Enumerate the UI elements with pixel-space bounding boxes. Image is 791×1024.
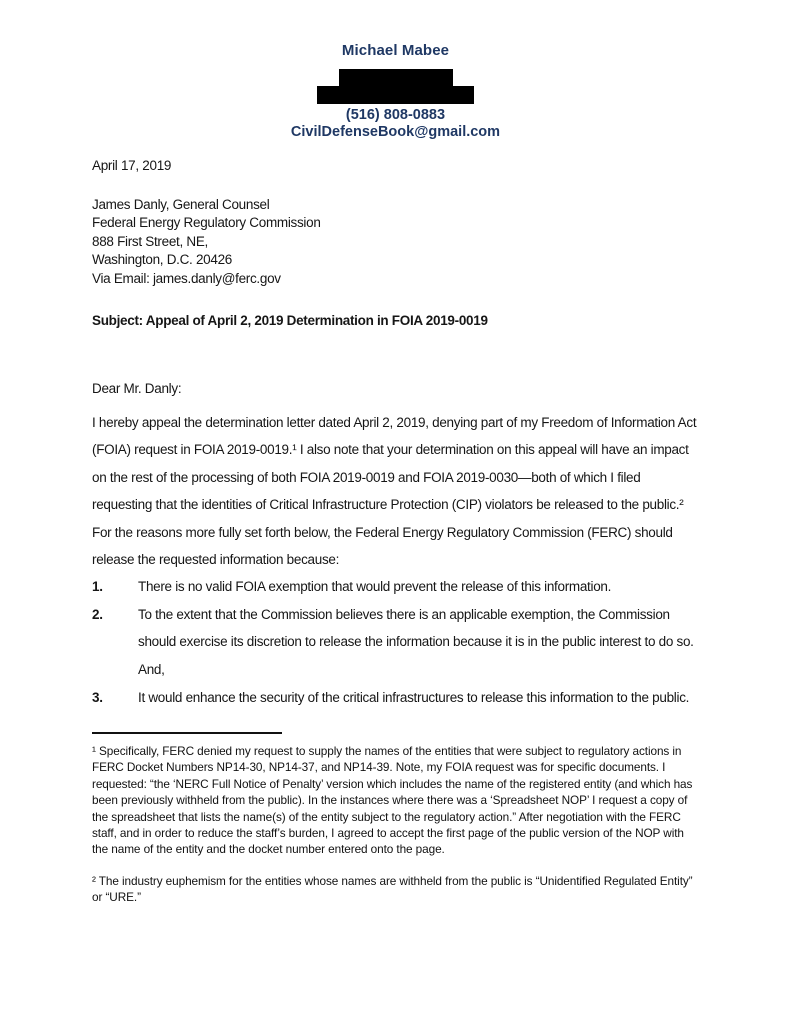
redaction-block bbox=[92, 69, 699, 104]
recipient-street: 888 First Street, NE, bbox=[92, 233, 208, 249]
redaction-bar-bottom bbox=[317, 86, 474, 104]
list-item-text: It would enhance the security of the critical infrastructures to release this information to the public. bbox=[138, 690, 690, 706]
sender-name: Michael Mabee bbox=[341, 42, 450, 59]
list-item bbox=[92, 573, 699, 600]
footnote-1: ¹ Specifically, FERC denied my request to supply the names of the entities that were subject to regulatory actions in FERC Docket Numbers NP14-30, NP14-37, and NP14-39. Note, my FOIA request was for specific documents. I requested: “the ‘NERC Full Notice of Penalty’ version which includes the name of the registered entity (and which has been previously withheld from the public). In the instances where there was a ‘Spreadsheet NOP’ I request a copy of the spreadsheet that lists the name(s) of the entity subject to the regulatory action.” After negotiation with the FERC staff, and in order to reduce the staff’s burden, I agreed to accept the first page of the public version of the NOP with the name of the entity and the docket number entered onto the page. bbox=[92, 743, 693, 857]
list-item bbox=[92, 687, 699, 710]
list-item-text: There is no valid FOIA exemption that would prevent the release of this information. bbox=[138, 579, 612, 595]
numbered-list bbox=[92, 573, 699, 709]
footnotes-section bbox=[92, 732, 699, 906]
recipient-via-email: Via Email: james.danly@ferc.gov bbox=[92, 270, 281, 286]
subject-line: Subject: Appeal of April 2, 2019 Determination in FOIA 2019-0019 bbox=[92, 313, 488, 329]
redaction-bar-top bbox=[339, 69, 453, 86]
recipient-organization: Federal Energy Regulatory Commission bbox=[92, 215, 321, 231]
list-item-number: 1. bbox=[92, 579, 103, 595]
letterhead bbox=[92, 42, 699, 141]
list-item bbox=[92, 601, 699, 683]
opening-paragraph: I hereby appeal the determination letter dated April 2, 2019, denying part of my Freedom of Information Act (FOIA) request in FOIA 2019-0019.¹ I also note that your determination on this appeal will have an impact on the rest of the processing of both FOIA 2019-0019 and FOIA 2019-0030—both of which I filed requesting that the identities of Critical Infrastructure Protection (CIP) violators be released to the public.² For the reasons more fully set forth below, the Federal Energy Regulatory Commission (FERC) should release the requested information because: bbox=[92, 415, 697, 568]
footnote-2: ² The industry euphemism for the entities whose names are withheld from the public is “Unidentified Regulated Entity” or “URE.” bbox=[92, 873, 693, 905]
recipient-block bbox=[92, 196, 699, 288]
date-line: April 17, 2019 bbox=[92, 158, 172, 173]
sender-phone: (516) 808-0883 bbox=[345, 107, 446, 123]
footnote-separator bbox=[92, 732, 282, 734]
salutation: Dear Mr. Danly: bbox=[92, 381, 182, 397]
recipient-name: James Danly, General Counsel bbox=[92, 197, 270, 212]
list-item-number: 2. bbox=[92, 606, 103, 622]
recipient-city: Washington, D.C. 20426 bbox=[92, 252, 232, 268]
list-item-text: To the extent that the Commission believes there is an applicable exemption, the Commission should exercise its discretion to release the information because it is in the public interest to do so. And, bbox=[138, 606, 694, 677]
sender-email: CivilDefenseBook@gmail.com bbox=[290, 124, 501, 140]
list-item-number: 3. bbox=[92, 690, 103, 706]
